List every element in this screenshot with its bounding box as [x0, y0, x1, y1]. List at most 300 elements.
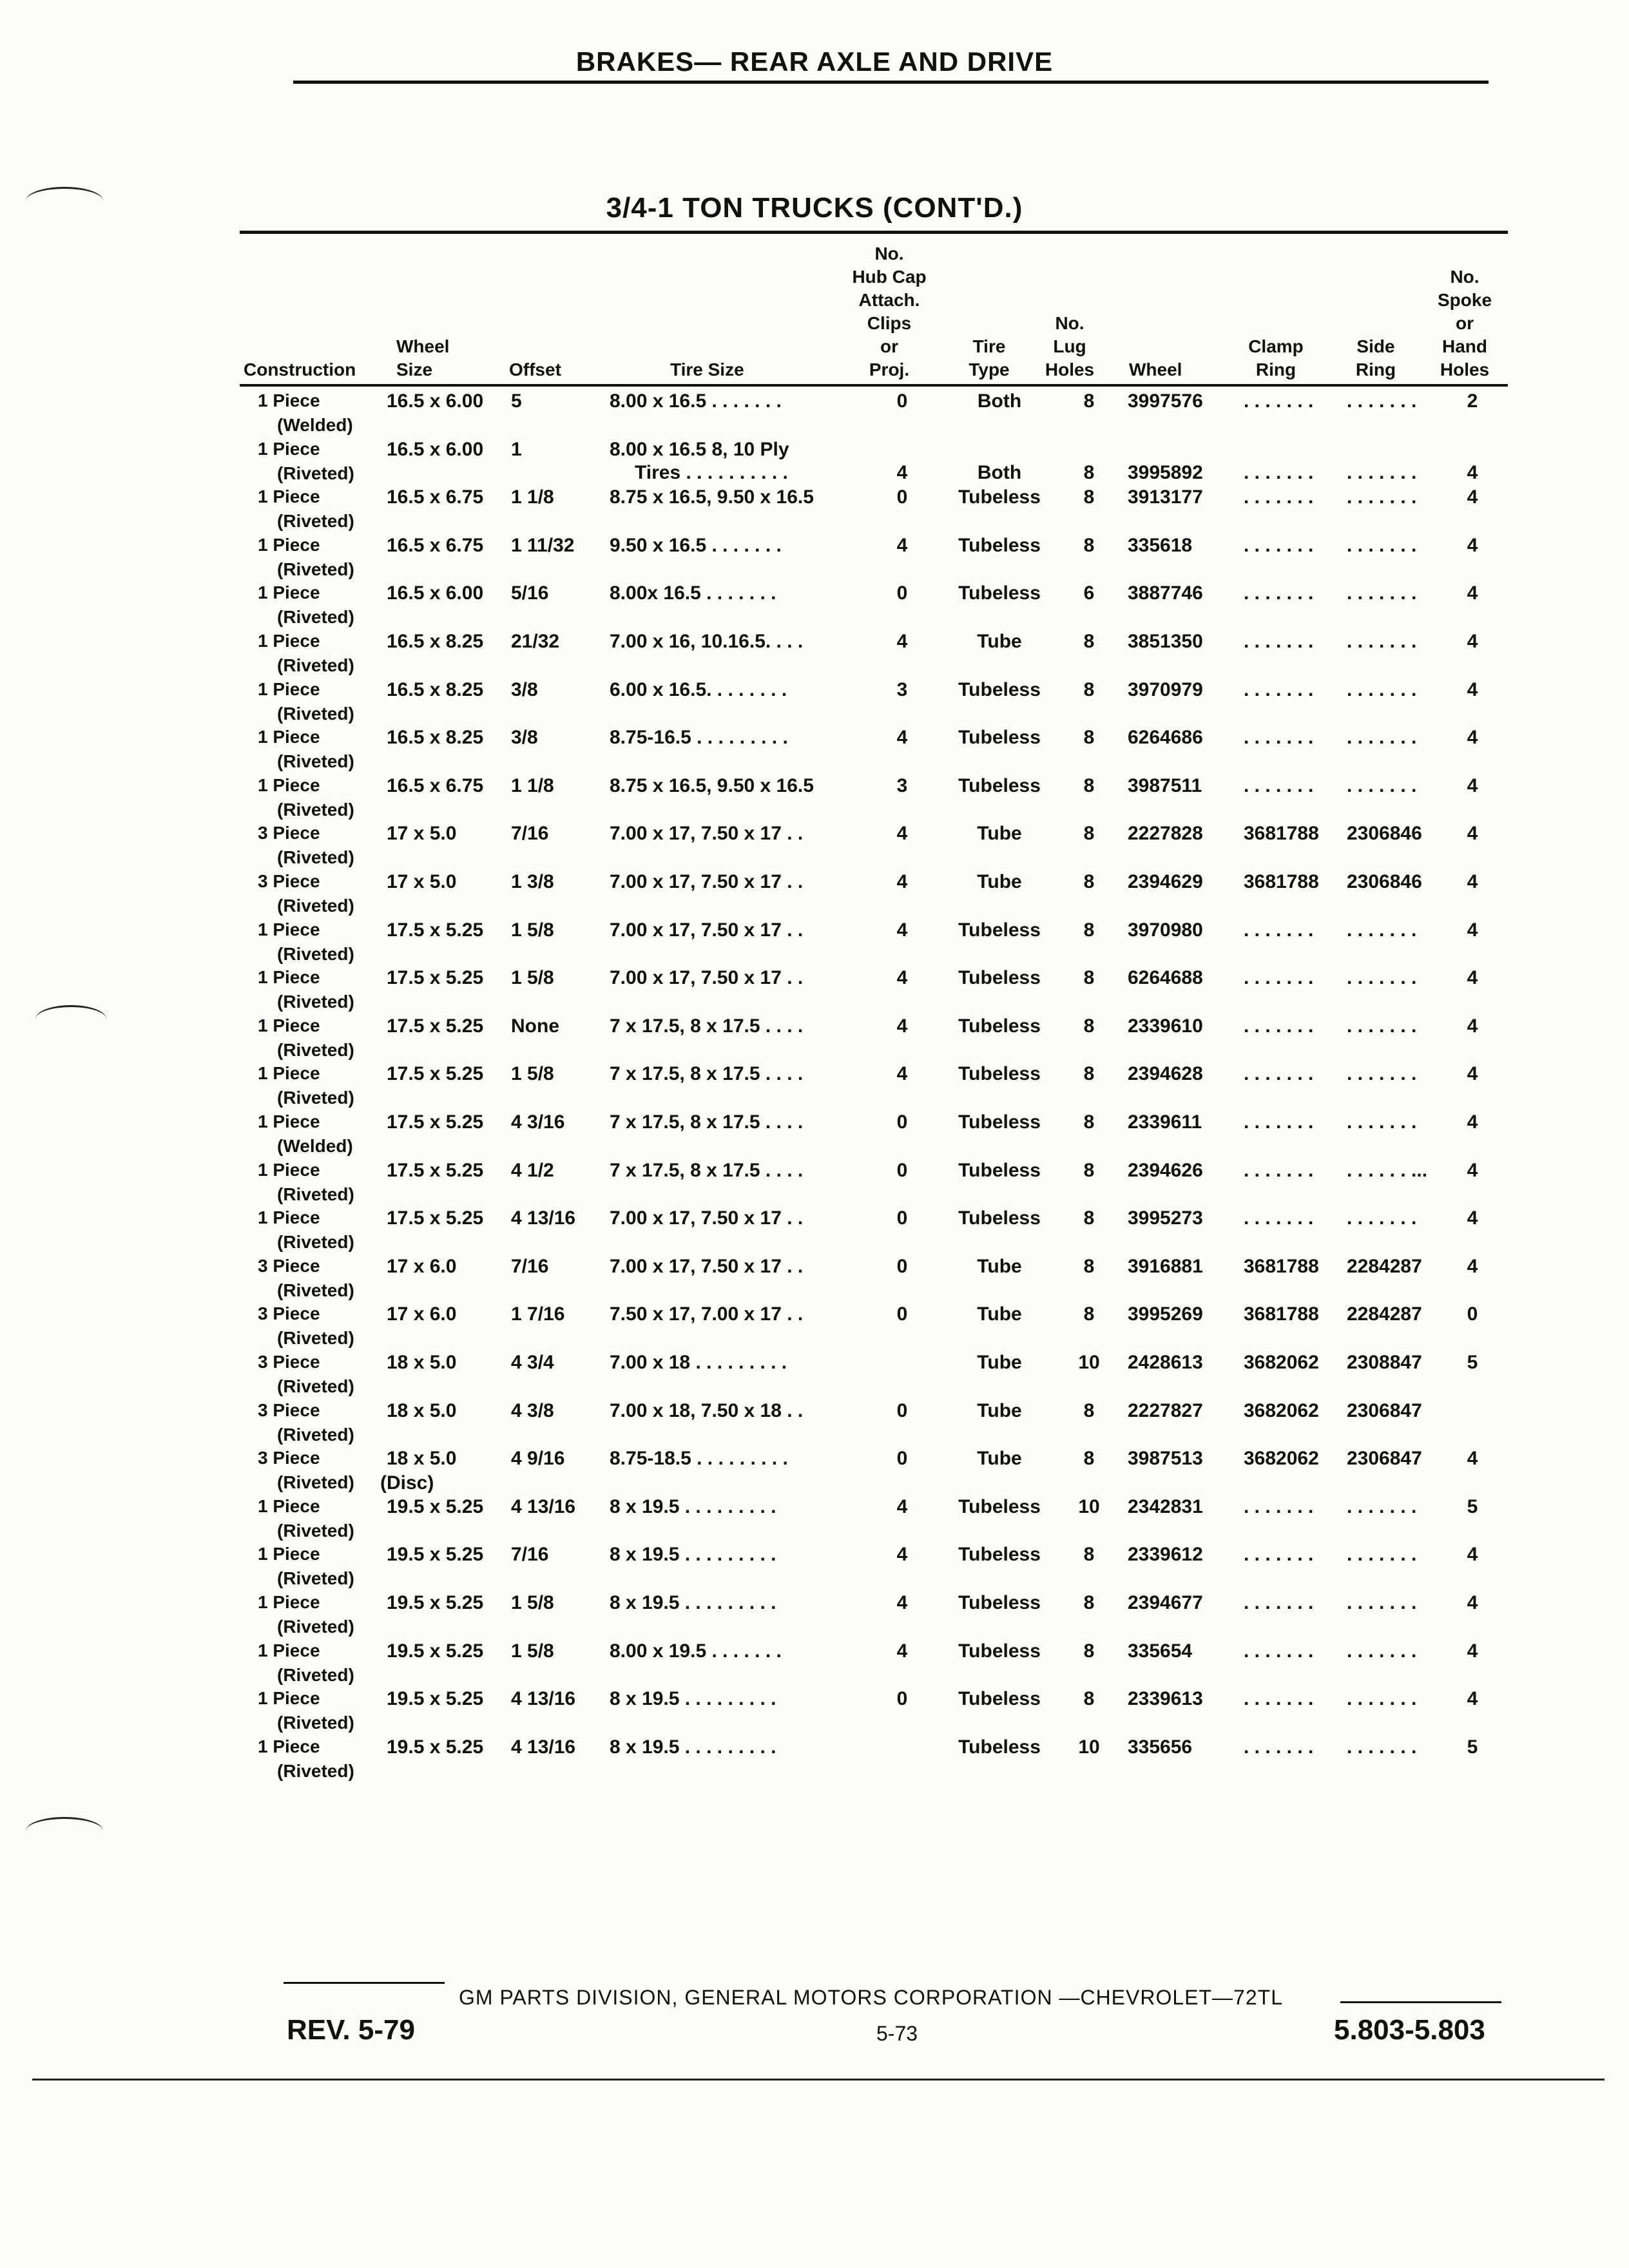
row-wheel-part: 3970980: [1128, 919, 1203, 941]
row-wheel-part: 3887746: [1128, 582, 1203, 604]
table-row: [0, 1688, 1629, 1736]
row-offset: 3/8: [511, 678, 538, 700]
row-spoke-holes: 2: [1467, 390, 1478, 412]
table-row: [0, 919, 1629, 968]
row-tire-size: 7 x 17.5, 8 x 17.5 . . . .: [610, 1159, 804, 1181]
row-offset: 1 5/8: [511, 967, 554, 989]
row-hub-cap-clips: 4: [896, 871, 908, 892]
table-row: [0, 1544, 1629, 1592]
row-side-ring: . . . . . . .: [1347, 1207, 1417, 1229]
row-clamp-ring: . . . . . . .: [1244, 631, 1314, 652]
row-construction-type: (Riveted): [277, 751, 354, 772]
row-hub-cap-clips: 4: [896, 727, 908, 749]
row-wheel-size: 19.5 x 5.25: [387, 1495, 484, 1517]
row-construction: 1 Piece: [258, 1063, 320, 1084]
row-construction-type: (Riveted): [277, 1184, 354, 1204]
row-construction: 1 Piece: [258, 919, 320, 939]
row-wheel-part: 335656: [1128, 1736, 1193, 1758]
row-offset: 4 3/8: [511, 1399, 554, 1421]
row-hub-cap-clips: 0: [896, 582, 908, 604]
row-construction-type: (Riveted): [277, 703, 354, 724]
page-subtitle: 3/4-1 TON TRUCKS (CONT'D.): [606, 192, 1023, 224]
row-offset: 7/16: [511, 1255, 549, 1277]
row-tire-size: 8.75 x 16.5, 9.50 x 16.5: [610, 774, 814, 796]
row-spoke-holes: 4: [1467, 727, 1478, 749]
row-wheel-size: 18 x 5.0: [387, 1448, 457, 1470]
row-clamp-ring: . . . . . . .: [1244, 967, 1314, 989]
row-hub-cap-clips: 4: [896, 967, 908, 989]
row-construction-type: (Riveted): [277, 1617, 354, 1637]
row-clamp-ring: 3682062: [1244, 1448, 1319, 1470]
row-hub-cap-clips: 3: [896, 678, 908, 700]
row-hub-cap-clips: 0: [896, 390, 908, 412]
row-tire-type: Tube: [977, 1399, 1022, 1421]
row-wheel-size: 18 x 5.0: [387, 1352, 457, 1373]
row-wheel-part: 2339610: [1128, 1015, 1203, 1037]
row-wheel-size: 19.5 x 5.25: [387, 1592, 484, 1613]
row-tire-size: 8 x 19.5 . . . . . . . . .: [610, 1688, 776, 1710]
row-tire-size: 7.00 x 18, 7.50 x 18 . .: [610, 1399, 804, 1421]
row-offset: 1: [511, 438, 522, 460]
row-hub-cap-clips: 4: [896, 1063, 908, 1085]
row-offset: 1 3/8: [511, 871, 554, 892]
row-construction: 3 Piece: [258, 1255, 320, 1276]
row-tire-size: 8.00 x 16.5 8, 10 Ply: [610, 438, 789, 460]
row-side-ring: . . . . . . .: [1347, 1111, 1417, 1133]
row-construction: 1 Piece: [258, 1159, 320, 1180]
row-construction-type: (Riveted): [277, 1232, 354, 1253]
row-hub-cap-clips: 0: [896, 1688, 908, 1710]
row-clamp-ring: . . . . . . .: [1244, 678, 1314, 700]
row-construction-type: (Riveted): [277, 1568, 354, 1589]
table-row: [0, 1736, 1629, 1785]
row-tire-size: 7.00 x 17, 7.50 x 17 . .: [610, 919, 804, 941]
row-wheel-size: 17 x 6.0: [387, 1255, 457, 1277]
column-header-wheel: Wheel: [1129, 360, 1182, 380]
row-lug-holes: 10: [1078, 1352, 1100, 1373]
row-lug-holes: 8: [1083, 486, 1095, 508]
row-wheel-part: 2227828: [1128, 823, 1203, 845]
table-row: [0, 1592, 1629, 1640]
row-construction-type: (Riveted): [277, 511, 354, 532]
row-construction: 1 Piece: [258, 1592, 320, 1612]
row-spoke-holes: 4: [1467, 1544, 1478, 1566]
table-row: [0, 775, 1629, 823]
row-spoke-holes: 4: [1467, 461, 1478, 483]
row-offset: 4 13/16: [511, 1688, 576, 1710]
row-side-ring: . . . . . . .: [1347, 1544, 1417, 1566]
row-offset: 1 5/8: [511, 919, 554, 941]
column-header-hub-cap-clips: No. Hub Cap Attach. Clips or Proj.: [852, 244, 927, 380]
row-wheel-size: 17 x 6.0: [387, 1303, 457, 1325]
row-spoke-holes: 4: [1467, 1111, 1478, 1133]
row-tire-type: Tubeless: [958, 727, 1041, 749]
row-side-ring: . . . . . . .: [1347, 727, 1417, 749]
row-construction-type: (Riveted): [277, 896, 354, 916]
row-wheel-size: 17.5 x 5.25: [387, 1159, 484, 1181]
row-wheel-part: 2394628: [1128, 1063, 1203, 1085]
row-clamp-ring: 3681788: [1244, 1255, 1319, 1277]
row-construction-type: (Riveted): [277, 1280, 354, 1300]
row-wheel-size: 17.5 x 5.25: [387, 1015, 484, 1037]
row-hub-cap-clips: 0: [896, 1159, 908, 1181]
row-wheel-part: 2339612: [1128, 1544, 1203, 1566]
row-construction: 1 Piece: [258, 967, 320, 988]
row-construction: 1 Piece: [258, 438, 320, 459]
row-tire-size: 7.00 x 17, 7.50 x 17 . .: [610, 1255, 804, 1277]
row-lug-holes: 8: [1083, 1159, 1095, 1181]
row-spoke-holes: 5: [1467, 1736, 1478, 1758]
row-side-ring: . . . . . . .: [1347, 1063, 1417, 1085]
table-row: [0, 1111, 1629, 1160]
row-clamp-ring: . . . . . . .: [1244, 1063, 1314, 1085]
row-wheel-size: 16.5 x 8.25: [387, 678, 484, 700]
row-wheel-part: 335618: [1128, 534, 1193, 556]
row-wheel-size: 16.5 x 6.00: [387, 390, 484, 412]
table-row: [0, 727, 1629, 775]
row-spoke-holes: 4: [1467, 1015, 1478, 1037]
row-tire-size: 7.00 x 17, 7.50 x 17 . .: [610, 823, 804, 845]
row-tire-size: 8.75 x 16.5, 9.50 x 16.5: [610, 486, 814, 508]
row-construction: 3 Piece: [258, 1448, 320, 1468]
row-clamp-ring: . . . . . . .: [1244, 390, 1314, 412]
row-offset: 1 5/8: [511, 1063, 554, 1085]
row-construction-type: (Riveted): [277, 559, 354, 579]
row-hub-cap-clips: 4: [896, 919, 908, 941]
row-hub-cap-clips: 0: [896, 1207, 908, 1229]
row-hub-cap-clips: 4: [896, 1592, 908, 1613]
row-lug-holes: 10: [1078, 1495, 1100, 1517]
row-side-ring: . . . . . . .: [1347, 1736, 1417, 1758]
row-tire-size: 8 x 19.5 . . . . . . . . .: [610, 1592, 776, 1613]
row-tire-type: Tubeless: [958, 1592, 1041, 1613]
row-wheel-part: 2428613: [1128, 1352, 1203, 1373]
table-row: [0, 486, 1629, 535]
table-row: [0, 967, 1629, 1015]
row-tire-type: Tubeless: [958, 1640, 1041, 1662]
row-construction-type: (Riveted): [277, 1039, 354, 1060]
row-tire-type: Tubeless: [958, 1159, 1041, 1181]
row-side-ring: . . . . . . .: [1347, 390, 1417, 412]
row-side-ring: . . . . . . .: [1347, 1688, 1417, 1710]
row-clamp-ring: . . . . . . .: [1244, 1592, 1314, 1613]
row-spoke-holes: 4: [1467, 967, 1478, 989]
footer-rule-left: [284, 1982, 445, 1984]
footer-revision: REV. 5-79: [287, 2014, 415, 2046]
table-row: [0, 679, 1629, 727]
row-wheel-part: 2227827: [1128, 1399, 1203, 1421]
table-row: [0, 1496, 1629, 1544]
row-tire-type: Tubeless: [958, 1544, 1041, 1566]
footer-publisher: GM PARTS DIVISION, GENERAL MOTORS CORPORATION —CHEVROLET—72TL: [459, 1986, 1283, 2009]
row-clamp-ring: . . . . . . .: [1244, 486, 1314, 508]
row-lug-holes: 8: [1083, 1303, 1095, 1325]
row-lug-holes: 8: [1083, 1448, 1095, 1470]
row-construction: 1 Piece: [258, 1111, 320, 1131]
row-construction: 1 Piece: [258, 390, 320, 410]
row-wheel-part: 2394677: [1128, 1592, 1203, 1613]
row-lug-holes: 8: [1083, 727, 1095, 749]
row-construction: 1 Piece: [258, 1688, 320, 1709]
row-tire-size: 7 x 17.5, 8 x 17.5 . . . .: [610, 1015, 804, 1037]
row-wheel-size: 17.5 x 5.25: [387, 967, 484, 989]
row-construction: 1 Piece: [258, 678, 320, 699]
row-construction-type: (Riveted): [277, 847, 354, 868]
row-construction-type: (Riveted): [277, 1713, 354, 1733]
row-wheel-part: 2394626: [1128, 1159, 1203, 1181]
row-wheel-part: 2394629: [1128, 871, 1203, 892]
row-lug-holes: 8: [1083, 1015, 1095, 1037]
row-spoke-holes: 4: [1467, 823, 1478, 845]
row-construction-type: (Riveted): [277, 1520, 354, 1541]
row-tire-size: 7.00 x 17, 7.50 x 17 . .: [610, 967, 804, 989]
row-construction: 1 Piece: [258, 534, 320, 555]
footer-section-code: 5.803-5.803: [1334, 2014, 1485, 2046]
row-spoke-holes: 4: [1467, 486, 1478, 508]
row-side-ring: 2308847: [1347, 1352, 1422, 1373]
row-spoke-holes: 4: [1467, 1448, 1478, 1470]
row-construction: 1 Piece: [258, 727, 320, 747]
row-side-ring: . . . . . . .: [1347, 919, 1417, 941]
row-lug-holes: 8: [1083, 1592, 1095, 1613]
row-tire-type: Tube: [977, 631, 1022, 652]
row-clamp-ring: . . . . . . .: [1244, 1111, 1314, 1133]
row-clamp-ring: . . . . . . .: [1244, 582, 1314, 604]
row-offset: None: [511, 1015, 559, 1037]
table-row: [0, 1063, 1629, 1111]
row-spoke-holes: 4: [1467, 1640, 1478, 1662]
row-tire-type: Tubeless: [958, 967, 1041, 989]
row-wheel-size: 16.5 x 8.25: [387, 727, 484, 749]
row-tire-type: Tubeless: [958, 1111, 1041, 1133]
row-tire-size: 7.00 x 18 . . . . . . . . .: [610, 1352, 787, 1373]
row-clamp-ring: 3682062: [1244, 1352, 1319, 1373]
row-lug-holes: 10: [1078, 1736, 1100, 1758]
row-spoke-holes: 4: [1467, 582, 1478, 604]
row-tire-size: 7 x 17.5, 8 x 17.5 . . . .: [610, 1111, 804, 1133]
row-wheel-size: 16.5 x 6.75: [387, 486, 484, 508]
row-spoke-holes: 4: [1467, 534, 1478, 556]
row-hub-cap-clips: 4: [896, 631, 908, 652]
row-wheel-part: 6264686: [1128, 727, 1203, 749]
row-offset: 4 1/2: [511, 1159, 554, 1181]
row-wheel-part: 3987511: [1128, 774, 1202, 796]
table-row: [0, 439, 1629, 487]
row-tire-size: 6.00 x 16.5. . . . . . . .: [610, 678, 787, 700]
row-spoke-holes: 4: [1467, 1207, 1478, 1229]
row-hub-cap-clips: 0: [896, 1255, 908, 1277]
row-spoke-holes: 0: [1467, 1303, 1478, 1325]
row-wheel-size: 17 x 5.0: [387, 871, 457, 892]
table-row: [0, 1256, 1629, 1304]
row-construction-type: (Welded): [277, 1136, 353, 1156]
row-tire-type: Tubeless: [958, 1736, 1041, 1758]
row-tire-size: 7.50 x 17, 7.00 x 17 . .: [610, 1303, 804, 1325]
row-offset: 5/16: [511, 582, 549, 604]
row-construction-type: (Riveted): [277, 1424, 354, 1445]
table-row: [0, 1160, 1629, 1208]
row-construction: 1 Piece: [258, 1015, 320, 1035]
row-tire-size: 8 x 19.5 . . . . . . . . .: [610, 1736, 776, 1758]
column-header-tire-size: Tire Size: [670, 360, 744, 380]
row-side-ring: . . . . . . .: [1347, 1592, 1417, 1613]
row-offset: 4 13/16: [511, 1736, 576, 1758]
row-clamp-ring: 3681788: [1244, 871, 1319, 892]
row-spoke-holes: 5: [1467, 1352, 1478, 1373]
row-wheel-size: 16.5 x 8.25: [387, 631, 484, 652]
row-lug-holes: 8: [1083, 631, 1095, 652]
row-lug-holes: 8: [1083, 390, 1095, 412]
row-wheel-part: 2339613: [1128, 1688, 1203, 1710]
row-wheel-part: 3995892: [1128, 461, 1203, 483]
row-lug-holes: 8: [1083, 1063, 1095, 1085]
row-disc-note: (Disc): [380, 1472, 434, 1494]
row-clamp-ring: . . . . . . .: [1244, 1015, 1314, 1037]
row-tire-type: Tube: [977, 1303, 1022, 1325]
row-construction-type: (Riveted): [277, 1760, 354, 1781]
row-hub-cap-clips: 0: [896, 1399, 908, 1421]
row-clamp-ring: . . . . . . .: [1244, 727, 1314, 749]
row-tire-size: 8.75-18.5 . . . . . . . . .: [610, 1448, 788, 1470]
row-construction: 1 Piece: [258, 1544, 320, 1564]
row-construction: 3 Piece: [258, 1399, 320, 1420]
row-offset: 5: [511, 390, 522, 412]
row-spoke-holes: 4: [1467, 631, 1478, 652]
row-tire-size: 8.00x 16.5 . . . . . . .: [610, 582, 776, 604]
row-hub-cap-clips: 4: [896, 1015, 908, 1037]
row-tire-type: Tubeless: [958, 1207, 1041, 1229]
column-header-lug-holes: No. Lug Holes: [1045, 313, 1095, 380]
row-lug-holes: 8: [1083, 1207, 1095, 1229]
row-tire-size: 7.00 x 17, 7.50 x 17 . .: [610, 1207, 804, 1229]
row-offset: 1 5/8: [511, 1640, 554, 1662]
row-spoke-holes: 4: [1467, 919, 1478, 941]
row-offset: 1 1/8: [511, 774, 554, 796]
row-spoke-holes: 4: [1467, 1063, 1478, 1085]
column-header-tire-type: Tire Type: [969, 336, 1010, 380]
row-wheel-part: 3995269: [1128, 1303, 1203, 1325]
row-hub-cap-clips: 4: [896, 534, 908, 556]
section-title: BRAKES— REAR AXLE AND DRIVE: [575, 46, 1054, 77]
row-tire-size: 9.50 x 16.5 . . . . . . .: [610, 534, 782, 556]
row-construction: 1 Piece: [258, 1736, 320, 1756]
row-wheel-size: 17.5 x 5.25: [387, 1111, 484, 1133]
row-construction-type: (Welded): [277, 415, 353, 435]
row-lug-holes: 8: [1083, 1111, 1095, 1133]
row-wheel-size: 16.5 x 6.00: [387, 438, 484, 460]
row-wheel-size: 17.5 x 5.25: [387, 1207, 484, 1229]
row-offset: 1 5/8: [511, 1592, 554, 1613]
row-hub-cap-clips: 0: [896, 1111, 908, 1133]
row-construction: 3 Piece: [258, 823, 320, 843]
row-hub-cap-clips: 4: [896, 1544, 908, 1566]
row-hub-cap-clips: 0: [896, 1303, 908, 1325]
table-row: [0, 1400, 1629, 1448]
footer-bottom-rule: [32, 2079, 1605, 2081]
row-offset: 7/16: [511, 823, 549, 845]
row-side-ring: 2306846: [1347, 871, 1422, 892]
row-tire-size: 7.00 x 16, 10.16.5. . . .: [610, 631, 804, 652]
row-tire-type: Tubeless: [958, 678, 1041, 700]
row-spoke-holes: 4: [1467, 1592, 1478, 1613]
column-header-spoke-holes: No. Spoke or Hand Holes: [1437, 267, 1492, 380]
row-wheel-size: 16.5 x 6.75: [387, 774, 484, 796]
row-spoke-holes: 4: [1467, 1688, 1478, 1710]
row-offset: 4 13/16: [511, 1207, 576, 1229]
row-lug-holes: 6: [1083, 582, 1095, 604]
row-construction: 3 Piece: [258, 1303, 320, 1324]
row-construction: 1 Piece: [258, 1640, 320, 1660]
row-lug-holes: 8: [1083, 774, 1095, 796]
row-offset: 7/16: [511, 1544, 549, 1566]
row-tire-type: Tube: [977, 1448, 1022, 1470]
row-tire-type: Tube: [977, 823, 1022, 845]
row-construction: 3 Piece: [258, 871, 320, 891]
table-row: [0, 1015, 1629, 1064]
row-spoke-holes: 4: [1467, 774, 1478, 796]
row-clamp-ring: . . . . . . .: [1244, 1207, 1314, 1229]
row-construction: 3 Piece: [258, 1352, 320, 1372]
row-hub-cap-clips: 4: [896, 461, 908, 483]
row-spoke-holes: 5: [1467, 1495, 1478, 1517]
row-offset: 1 11/32: [511, 534, 575, 556]
row-clamp-ring: . . . . . . .: [1244, 1736, 1314, 1758]
row-hub-cap-clips: 4: [896, 823, 908, 845]
row-lug-holes: 8: [1083, 1255, 1095, 1277]
table-row: [0, 823, 1629, 871]
row-lug-holes: 8: [1083, 1640, 1095, 1662]
row-construction: 1 Piece: [258, 1495, 320, 1516]
row-wheel-part: 3913177: [1128, 486, 1203, 508]
row-offset: 1 1/8: [511, 486, 554, 508]
table-row: [0, 390, 1629, 439]
row-hub-cap-clips: 0: [896, 1448, 908, 1470]
row-tire-type: Tubeless: [958, 582, 1041, 604]
table-row: [0, 1207, 1629, 1256]
row-clamp-ring: 3681788: [1244, 823, 1319, 845]
column-header-offset: Offset: [509, 360, 561, 380]
row-wheel-size: 17.5 x 5.25: [387, 1063, 484, 1085]
column-header-clamp-ring: Clamp Ring: [1248, 336, 1304, 380]
row-wheel-size: 17 x 5.0: [387, 823, 457, 845]
row-side-ring: 2306847: [1347, 1399, 1422, 1421]
row-wheel-part: 3851350: [1128, 631, 1203, 652]
row-tire-size: 7 x 17.5, 8 x 17.5 . . . .: [610, 1063, 804, 1085]
row-tire-type: Tubeless: [958, 1688, 1041, 1710]
row-wheel-size: 19.5 x 5.25: [387, 1640, 484, 1662]
row-wheel-size: 16.5 x 6.75: [387, 534, 484, 556]
row-wheel-part: 3997576: [1128, 390, 1203, 412]
row-side-ring: . . . . . . .: [1347, 678, 1417, 700]
row-lug-holes: 8: [1083, 678, 1095, 700]
row-lug-holes: 8: [1083, 967, 1095, 989]
row-wheel-size: 19.5 x 5.25: [387, 1544, 484, 1566]
row-tire-type: Tubeless: [958, 1495, 1041, 1517]
column-header-construction: Construction: [244, 360, 356, 380]
row-side-ring: . . . . . . .: [1347, 534, 1417, 556]
row-lug-holes: 8: [1083, 1688, 1095, 1710]
table-row: [0, 1352, 1629, 1400]
row-side-ring: 2284287: [1347, 1255, 1422, 1277]
row-clamp-ring: . . . . . . .: [1244, 1640, 1314, 1662]
row-tire-type: Tube: [977, 1255, 1022, 1277]
row-tire-type: Tubeless: [958, 1063, 1041, 1085]
row-construction-type: (Riveted): [277, 1328, 354, 1349]
column-header-wheel-size: Wheel Size: [396, 336, 450, 380]
row-clamp-ring: 3682062: [1244, 1399, 1319, 1421]
row-lug-holes: 8: [1083, 823, 1095, 845]
row-wheel-part: 6264688: [1128, 967, 1203, 989]
